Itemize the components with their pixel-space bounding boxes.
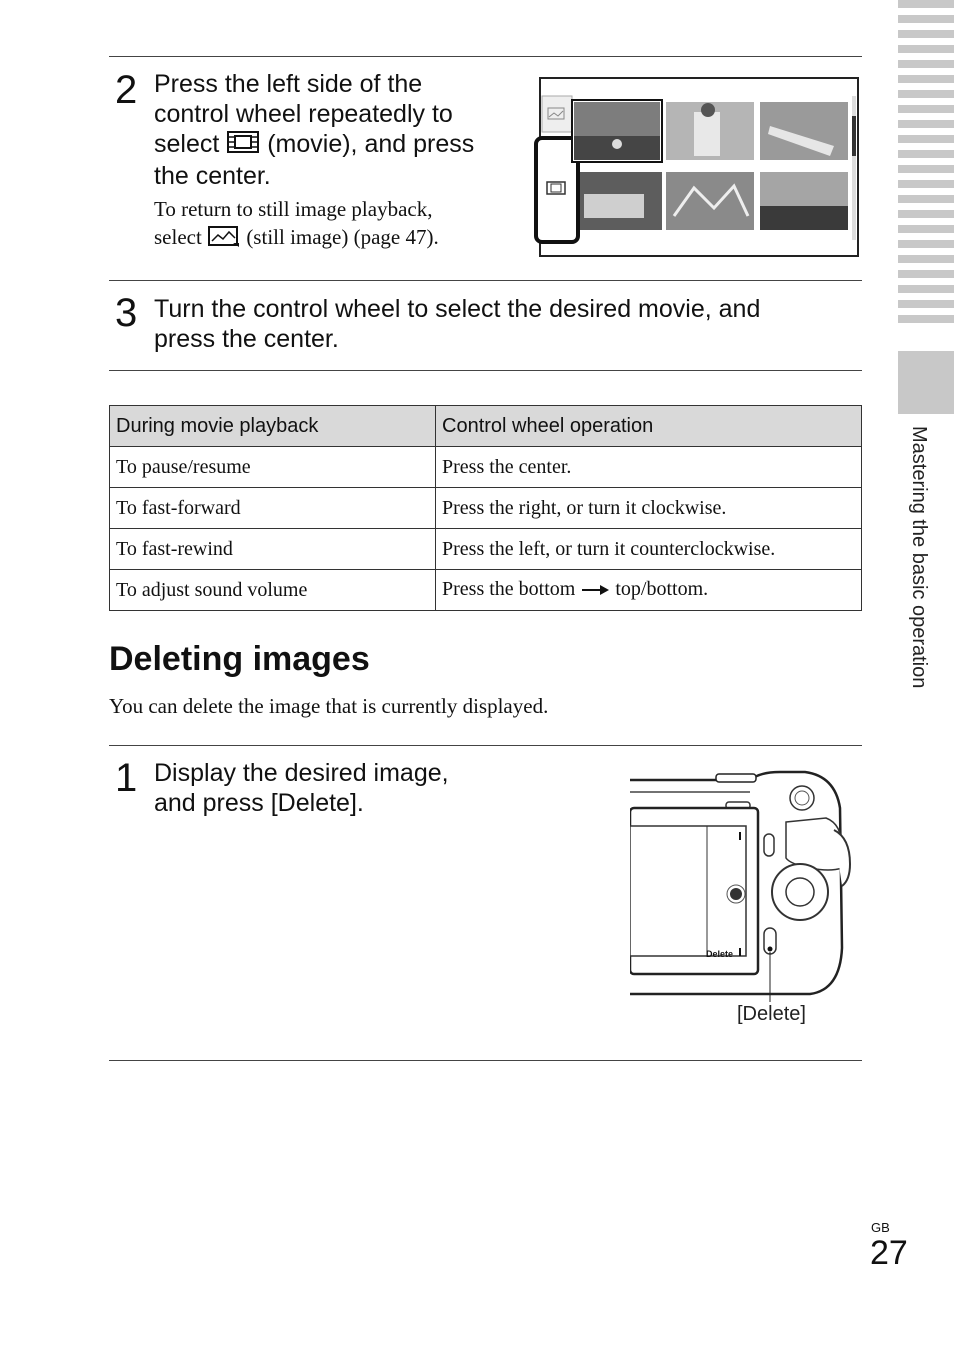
divider (109, 745, 862, 746)
table-row (110, 488, 862, 529)
step-2-note: To return to still image playback, select (still image) (page 47). (154, 195, 534, 255)
table-cell: To adjust sound volume (110, 570, 436, 611)
table-row (110, 447, 862, 488)
side-tab-label: Mastering the basic operation (908, 426, 930, 689)
table-header: During movie playback (110, 406, 436, 447)
divider (109, 280, 862, 281)
step-2-text: Press the left side of the control wheel repeatedly to select (movie), and press the center. (154, 70, 475, 190)
table-cell: To fast-rewind (110, 529, 436, 570)
screen-delete-label: Delete (706, 949, 734, 959)
table-cell: Press the center. (436, 447, 862, 488)
divider (109, 370, 862, 371)
side-index-active-block (898, 351, 954, 414)
delete-button-callout: [Delete] (737, 1003, 806, 1025)
step-3-number: 3 (115, 291, 138, 335)
table-row (110, 529, 862, 570)
table-row (110, 570, 862, 611)
table-cell: Press the left, or turn it counterclockwise. (436, 529, 862, 570)
page-number: 27 (870, 1234, 908, 1272)
film-strip-icon (226, 130, 260, 161)
region-label: GB (871, 1220, 890, 1235)
step-2-number: 2 (115, 68, 138, 112)
playback-operations-table (109, 405, 862, 611)
movie-index-screen-illustration (534, 76, 860, 260)
divider (109, 1060, 862, 1061)
table-cell: Press the bottom top/bottom. (436, 570, 862, 611)
table-cell: To fast-forward (110, 488, 436, 529)
divider (109, 56, 862, 57)
section-title: Deleting images (109, 640, 370, 678)
step-1-text: Display the desired image, and press [Delete]. (154, 759, 449, 817)
table-header: Control wheel operation (436, 406, 862, 447)
step-1-number: 1 (115, 756, 138, 800)
section-intro: You can delete the image that is currently displayed. (109, 694, 549, 718)
still-image-icon (207, 224, 241, 255)
camera-back-illustration (630, 768, 855, 1008)
arrow-right-icon (580, 579, 610, 602)
side-index-bars (898, 0, 954, 330)
table-header-row (110, 406, 862, 447)
step-3-text: Turn the control wheel to select the desired movie, and press the center. (154, 295, 761, 353)
table-cell: Press the right, or turn it clockwise. (436, 488, 862, 529)
table-cell: To pause/resume (110, 447, 436, 488)
